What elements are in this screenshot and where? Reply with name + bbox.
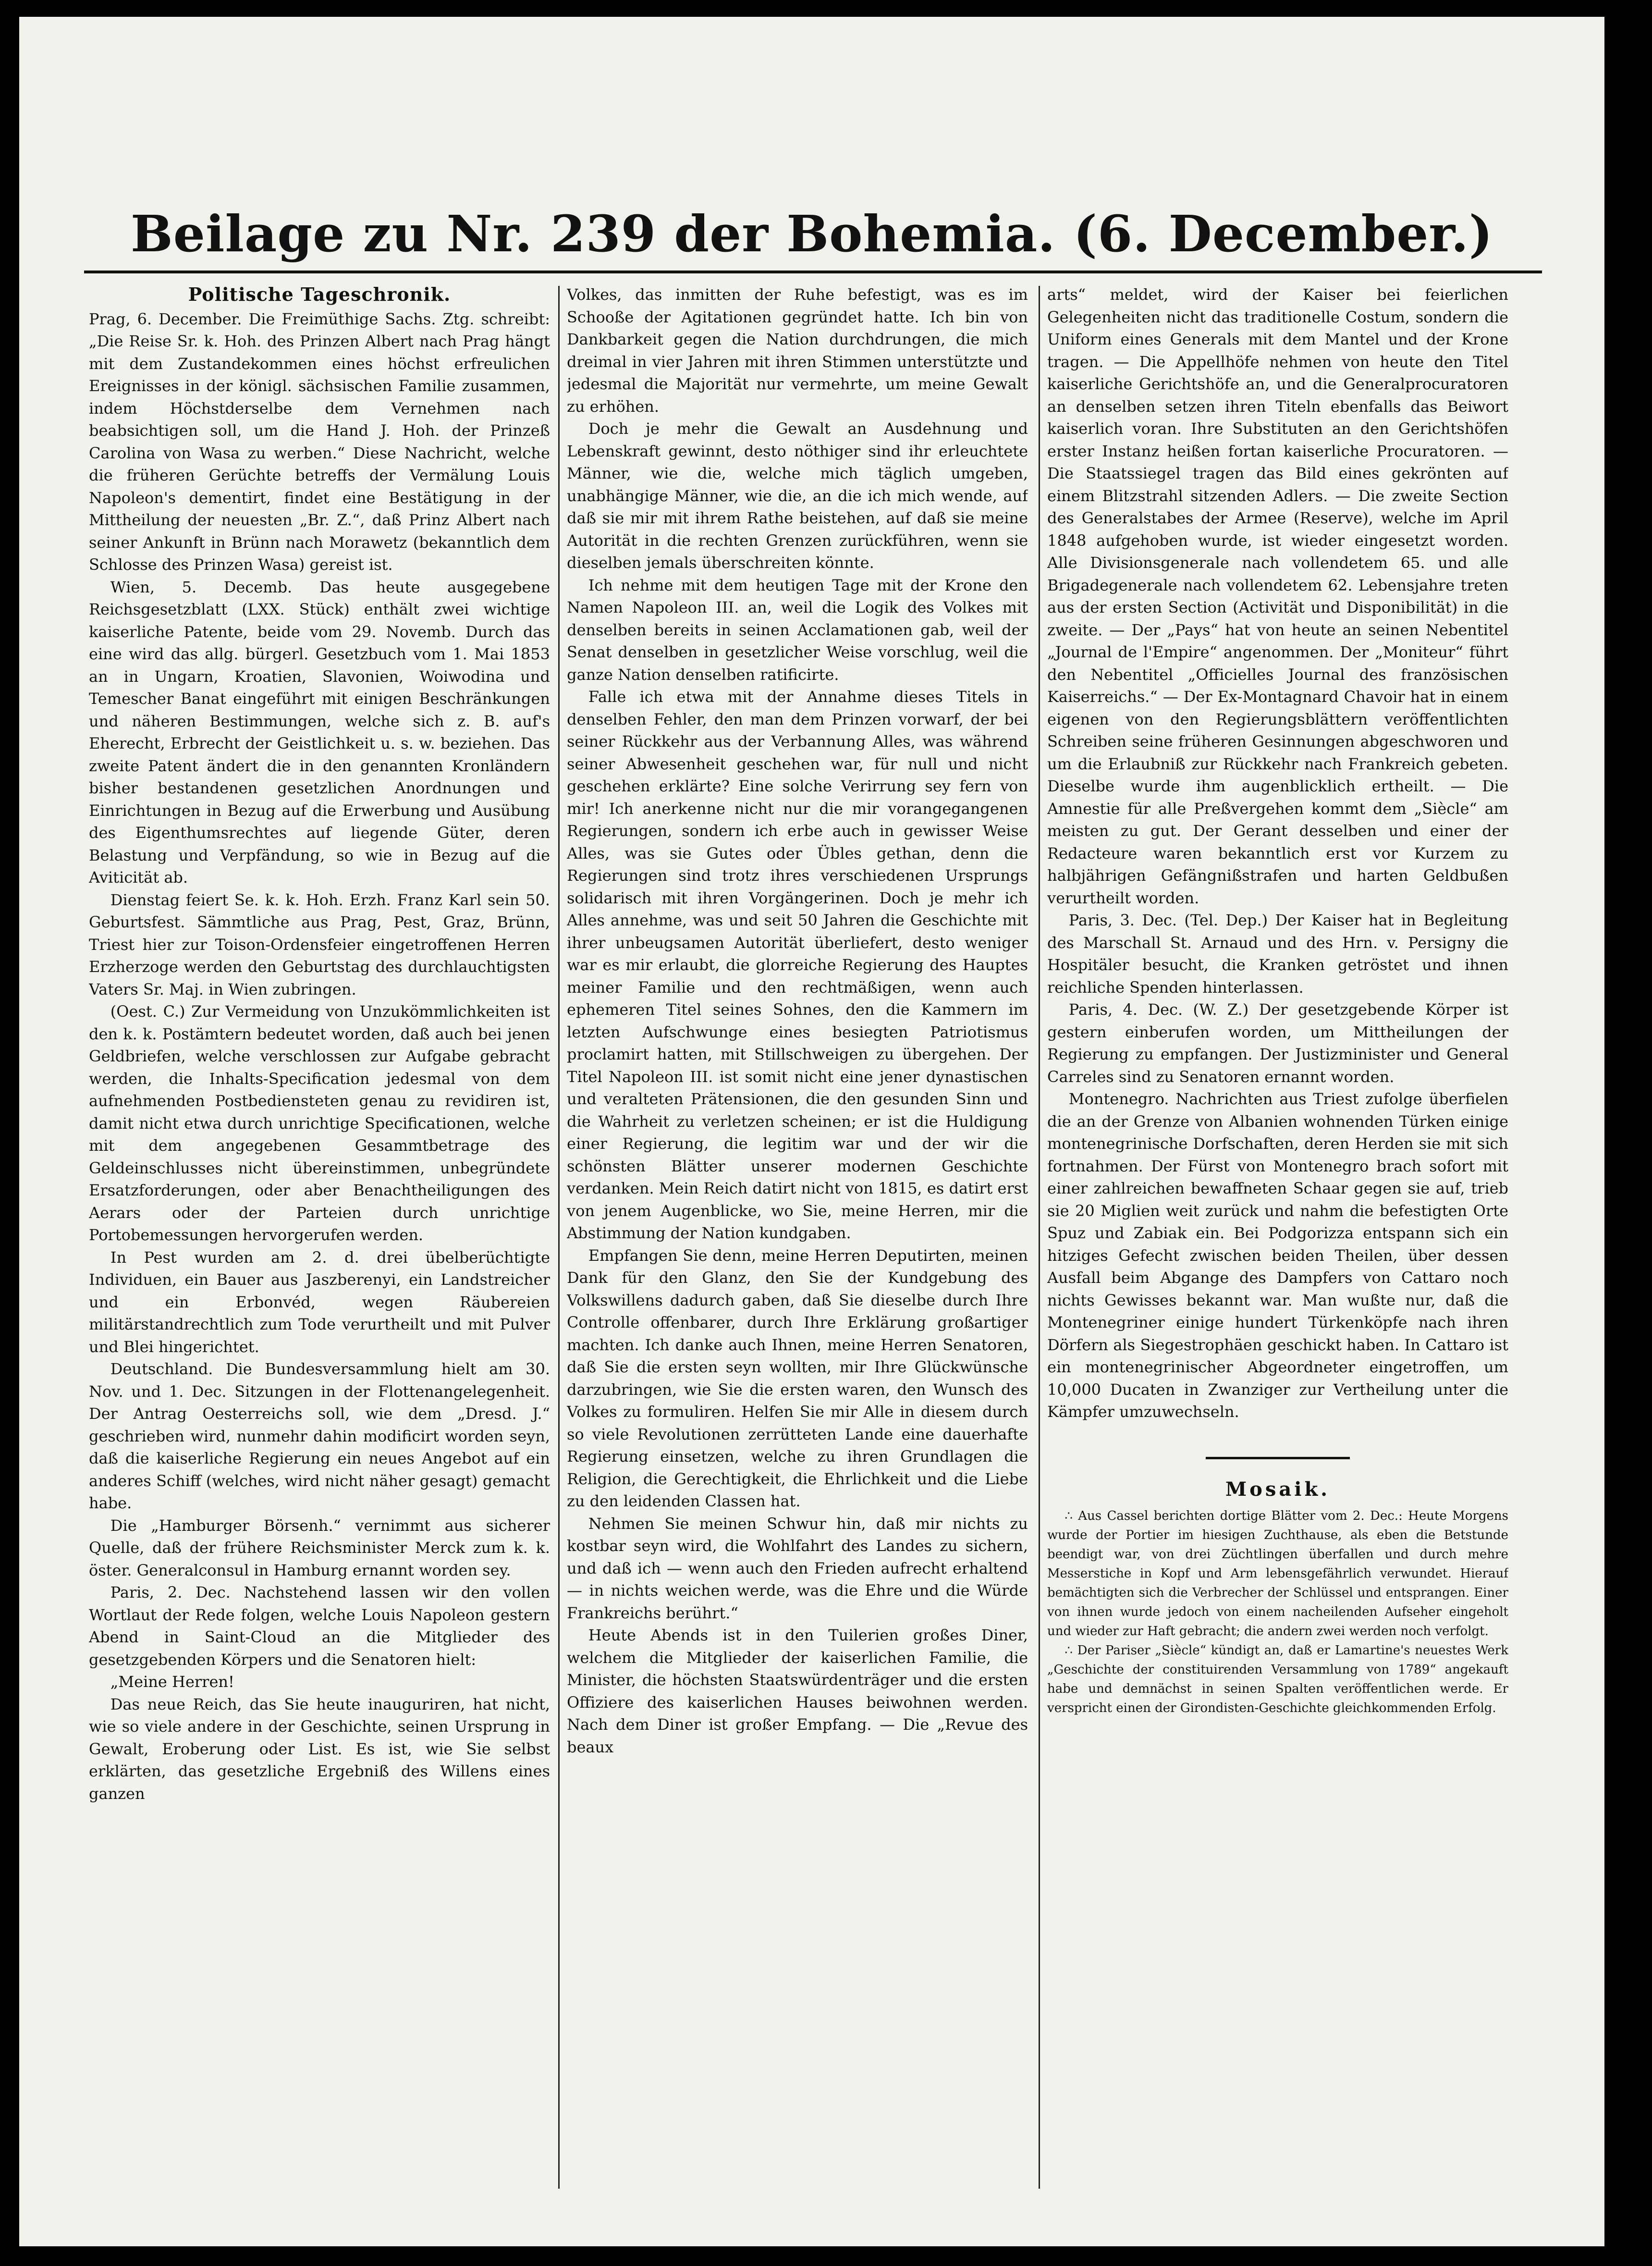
article-paragraph: Paris, 3. Dec. (Tel. Dep.) Der Kaiser hat in Begleitung des Marschall St. Arnaud und des Hrn. v. Persigny die Hospitäler besucht, die Kranken getröstet und ihnen reichliche Spenden hinterlassen. xyxy=(1047,911,1508,997)
article-paragraph: Nehmen Sie meinen Schwur hin, daß mir nichts zu kostbar seyn wird, die Wohlfahrt des Landes zu sichern, und daß ich — wenn auch den Frieden aufrecht erhaltend — in nichts weichen werde, was die Ehre und die Würde Frankreichs berührt.“ xyxy=(567,1514,1028,1622)
column-3 xyxy=(1047,283,1508,2210)
article-paragraph: Falle ich etwa mit der Annahme dieses Titels in denselben Fehler, den man dem Prinzen vorwarf, der bei seiner Rückkehr aus der Verbannung Alles, was während seiner Abwesenheit geschehen war, für null und nicht geschehen erklärte? Eine solche Verirrung sey fern von mir! Ich anerkenne nicht nur die mir vorangegangenen Regierungen, sondern ich erbe auch in gewisser Weise Alles, was sie Gutes oder Übles gethan, denn die Regierungen sind trotz ihres verschiedenen Ursprungs solidarisch mit ihren Vorgängerinen. Doch je mehr ich Alles annehme, was und seit 50 Jahren die Geschichte mit ihrer unbeugsamen Autorität überliefert, desto weniger war es mir erlaubt, die glorreiche Regierung des Hauptes meiner Familie und den rechtmäßigen, wenn auch ephemeren Titel seines Sohnes, den die Kammern im letzten Aufschwunge eines besiegten Patriotismus proclamirt hatten, mit Stillschweigen zu übergehen. Der Titel Napoleon III. ist somit nicht eine jener dynastischen und veralteten Prätensionen, die den gesunden Sinn und die Wahrheit zu verletzen scheinen; er ist die Huldigung einer Regierung, die legitim war und der wir die schönsten Blätter unserer modernen Geschichte verdanken. Mein Reich datirt nicht von 1815, es datirt erst von jenem Augenblicke, wo Sie, meine Herren, mir die Abstimmung der Nation kundgaben. xyxy=(567,688,1028,1242)
column-1 xyxy=(89,283,550,2210)
column-divider xyxy=(558,286,560,2189)
mosaik-section xyxy=(1047,1506,1508,1718)
mosaik-paragraph: ∴ Der Pariser „Siècle“ kündigt an, daß er Lamartine's neuestes Werk „Geschichte der constituirenden Versammlung von 1789“ angekauft habe und demnächst in seinen Spalten veröffentlichen werde. Er verspricht einen der Girondisten-Geschichte gleichkommenden Erfolg. xyxy=(1047,1643,1508,1715)
article-paragraph: „Meine Herren! xyxy=(110,1673,234,1691)
article-paragraph: Paris, 4. Dec. (W. Z.) Der gesetzgebende Körper ist gestern einberufen worden, um Mittheilungen der Regierung zu empfangen. Der Justizminister und General Carreles sind zu Senatoren ernannt worden. xyxy=(1047,1000,1508,1086)
article-paragraph: Ich nehme mit dem heutigen Tage mit der Krone den Namen Napoleon III. an, weil die Logik des Volkes mit denselben bereits in seinen Acclamationen gab, weil der Senat denselben in gesetzlicher Weise vorschlug, weil die ganze Nation denselben ratificirte. xyxy=(567,576,1028,684)
mosaik-heading: Mosaik. xyxy=(1225,1478,1331,1501)
masthead: Beilage zu Nr. 239 der Bohemia. (6. December.) xyxy=(130,204,1493,263)
article-paragraph: Wien, 5. Decemb. Das heute ausgegebene Reichsgesetzblatt (LXX. Stück) enthält zwei wichtige kaiserliche Patente, beide vom 29. Novemb. Durch das eine wird das allg. bürgerl. Gesetzbuch vom 1. Mai 1853 an in Ungarn, Kroatien, Slavonien, Woiwodina und Temescher Banat eingeführt mit einigen Beschränkungen und näheren Bestimmungen, welche sich z. B. auf's Eherecht, Erbrecht der Geistlichkeit u. s. w. beziehen. Das zweite Patent ändert die in den genannten Kronländern bisher bestandenen gesetzlichen Anordnungen und Einrichtungen in Bezug auf die Erwerbung und Ausübung des Eigenthumsrechtes auf liegende Güter, deren Belastung und Verpfändung, so wie in Bezug auf die Aviticität ab. xyxy=(89,578,550,887)
masthead-rule xyxy=(84,271,1542,273)
article-paragraph: Deutschland. Die Bundesversammlung hielt am 30. Nov. und 1. Dec. Sitzungen in der Flottenangelegenheit. Der Antrag Oesterreichs soll, wie dem „Dresd. J.“ geschrieben wird, nunmehr dahin modificirt worden seyn, daß die kaiserliche Regierung ein neues Angebot auf ein anderes Schiff (welches, wird nicht näher gesagt) gemacht habe. xyxy=(89,1360,550,1512)
column-2 xyxy=(567,283,1028,2210)
article-paragraph: Das neue Reich, das Sie heute inauguriren, hat nicht, wie so viele andere in der Geschichte, seinen Ursprung in Gewalt, Eroberung oder List. Es ist, wie Sie selbst erklärten, das gesetzliche Ergebniß des Willens eines ganzen xyxy=(89,1695,550,1803)
article-paragraph: Doch je mehr die Gewalt an Ausdehnung und Lebenskraft gewinnt, desto nöthiger sind ihr erleuchtete Männer, wie die, welche mich täglich umgeben, unabhängige Männer, wie die, an die ich mich wende, auf daß sie mir mit ihrem Rathe beistehen, auf daß sie meine Autorität in die rechten Grenzen zurückführen, wenn sie dieselben jemals überschreiten könnte. xyxy=(567,419,1028,572)
newspaper-page xyxy=(19,17,1604,2246)
section-heading: Politische Tageschronik. xyxy=(188,283,451,305)
article-paragraph: arts“ meldet, wird der Kaiser bei feierlichen Gelegenheiten nicht das traditionelle Costum, sondern die Uniform eines Generals mit dem Mantel und der Krone tragen. — Die Appellhöfe nehmen von heute den Titel kaiserliche Gerichtshöfe an, und die Generalprocuratoren an denselben setzen ihren Titeln ebenfalls das Beiwort kaiserlich voran. Ihre Substituten an den Gerichtshöfen erster Instanz heißen fortan kaiserliche Procuratoren. — Die Staatssiegel tragen das Bild eines gekrönten auf einem Blitzstrahl sitzenden Adlers. — Die zweite Section des Generalstabes der Armee (Reserve), welche im April 1848 aufgehoben wurde, ist wieder eingesetzt worden. Alle Divisionsgenerale nach vollendetem 65. und alle Brigadegenerale nach vollendetem 62. Lebensjahre treten aus der ersten Section (Activität und Disponibilität) in die zweite. — Der „Pays“ hat von heute an seinen Nebentitel „Journal de l'Empire“ angenommen. Der „Moniteur“ führt den Nebentitel „Officielles Journal des französischen Kaiserreichs.“ — Der Ex-Montagnard Chavoir hat in einem eigenen von den Regierungsblättern veröffentlichten Schreiben seine früheren Gesinnungen abgeschworen und um die Erlaubniß zur Rückkehr nach Frankreich gebeten. Dieselbe wurde ihm augenblicklich ertheilt. — Die Amnestie für alle Preßvergehen kommt dem „Siècle“ am meisten zu gut. Der Gerant desselben und einer der Redacteure waren bekanntlich erst vor Kurzem zu halbjährigen Gefängnißstrafen und harten Geldbußen verurtheilt worden. xyxy=(1047,285,1508,907)
article-paragraph: Paris, 2. Dec. Nachstehend lassen wir den vollen Wortlaut der Rede folgen, welche Louis Napoleon gestern Abend in Saint-Cloud an die Mitglieder des gesetzgebenden Körpers und die Senatoren hielt: xyxy=(89,1583,550,1669)
article-paragraph: Empfangen Sie denn, meine Herren Deputirten, meinen Dank für den Glanz, den Sie der Kundgebung des Volkswillens dadurch gaben, daß Sie dieselbe durch Ihre Controlle offenbarer, durch Ihre Erklärung großartiger machten. Ich danke auch Ihnen, meine Herren Senatoren, daß Sie die ersten seyn wollten, mir Ihre Glückwünsche darzubringen, wie Sie die ersten waren, den Wunsch des Volkes zu formuliren. Helfen Sie mir Alle in diesem durch so viele Revolutionen zerrütteten Lande eine dauerhafte Regierung einsetzen, welche zu ihren Grundlagen die Religion, die Gerechtigkeit, die Ehrlichkeit und die Liebe zu den leidenden Classen hat. xyxy=(567,1246,1028,1510)
article-paragraph: (Oest. C.) Zur Vermeidung von Unzukömmlichkeiten ist den k. k. Postämtern bedeutet worden, daß auch bei jenen Geldbriefen, welche verschlossen zur Aufgabe gebracht werden, die Inhalts-Specification jedesmal von dem aufnehmenden Postbediensteten genau zu revidiren ist, damit nicht etwa durch unrichtige Specificationen, welche mit dem angegebenen Gesammtbetrage des Geldeinschlusses nicht übereinstimmen, unbegründete Ersatzforderungen, oder aber Benachtheiligungen des Aerars oder der Parteien durch unrichtige Portobemessungen hervorgerufen werden. xyxy=(89,1002,550,1244)
article-paragraph: Montenegro. Nachrichten aus Triest zufolge überfielen die an der Grenze von Albanien wohnenden Türken einige montenegrinische Dorfschaften, deren Herden sie mit sich fortnahmen. Der Fürst von Montenegro brach sofort mit einer zahlreichen bewaffneten Schaar gegen sie auf, trieb sie 20 Miglien weit zurück und nahm die befestigten Orte Spuz und Zabiak ein. Bei Podgorizza entspann sich ein hitziges Gefecht zwischen beiden Theilen, über dessen Ausfall beim Abgange des Dampfers von Cattaro noch nichts Gewisses bekannt war. Man wußte nur, daß die Montenegriner einige hundert Türkenköpfe nach ihren Dörfern als Siegestrophäen geschickt haben. In Cattaro ist ein montenegrinischer Abgeordneter eingetroffen, um 10,000 Ducaten in Zwanziger zur Vertheilung unter die Kämpfer umzuwechseln. xyxy=(1047,1090,1508,1421)
article-paragraph: Prag, 6. December. Die Freimüthige Sachs. Ztg. schreibt: „Die Reise Sr. k. Hoh. des Prinzen Albert nach Prag hängt mit dem Zustandekommen eines höchst erfreulichen Ereignisses in der königl. sächsischen Familie zusammen, indem Höchstderselbe dem Vernehmen nach beabsichtigen soll, um die Hand J. Hoh. der Prinzeß Carolina von Wasa zu werben.“ Diese Nachricht, welche die früheren Gerüchte betreffs der Vermälung Louis Napoleon's dementirt, findet eine Bestätigung in der Mittheilung der neuesten „Br. Z.“, daß Prinz Albert nach seiner Ankunft in Brünn nach Morawetz (bekanntlich dem Schlosse des Prinzen Wasa) gereist ist. xyxy=(89,309,550,574)
section-divider xyxy=(1206,1457,1350,1459)
article-paragraph: Volkes, das inmitten der Ruhe befestigt, was es im Schooße der Agitationen gegründet hatte. Ich bin von Dankbarkeit gegen die Nation durchdrungen, die mich dreimal in vier Jahren mit ihren Stimmen unterstützte und jedesmal die Majorität nur vermehrte, um meine Gewalt zu erhöhen. xyxy=(567,285,1028,416)
article-paragraph: In Pest wurden am 2. d. drei übelberüchtigte Individuen, ein Bauer aus Jaszberenyi, ein Landstreicher und ein Erbonvéd, wegen Räubereien militärstandrechtlich zum Tode verurtheilt und mit Pulver und Blei hingerichtet. xyxy=(89,1248,550,1356)
column-divider xyxy=(1039,286,1040,2189)
article-paragraph: Heute Abends ist in den Tuilerien großes Diner, welchem die Mitglieder der kaiserlichen Familie, die Minister, die höchsten Staatswürdenträger und die ersten Offiziere des kaiserlichen Hauses beiwohnen werden. Nach dem Diner ist großer Empfang. — Die „Revue des beaux xyxy=(567,1626,1028,1756)
mosaik-paragraph: ∴ Aus Cassel berichten dortige Blätter vom 2. Dec.: Heute Morgens wurde der Portier im hiesigen Zuchthause, als eben die Betstunde beendigt war, von drei Züchtlingen überfallen und durch mehre Messerstiche in Kopf und Arm lebensgefährlich verwundet. Hierauf bemächtigten sich die Verbrecher der Schlüssel und entsprangen. Einer von ihnen wurde jedoch von einem nacheilenden Aufseher eingeholt und wieder zur Haft gebracht; die andern zwei werden noch verfolgt. xyxy=(1047,1509,1508,1638)
article-paragraph: Dienstag feiert Se. k. k. Hoh. Erzh. Franz Karl sein 50. Geburtsfest. Sämmtliche aus Prag, Pest, Graz, Brünn, Triest hier zur Toison-Ordensfeier eingetroffenen Herren Erzherzoge werden den Geburtstag des durchlauchtigsten Vaters Sr. Maj. in Wien zubringen. xyxy=(89,890,550,998)
article-paragraph: Die „Hamburger Börsenh.“ vernimmt aus sicherer Quelle, daß der frühere Reichsminister Merck zum k. k. öster. Generalconsul in Hamburg ernannt worden sey. xyxy=(89,1516,550,1579)
